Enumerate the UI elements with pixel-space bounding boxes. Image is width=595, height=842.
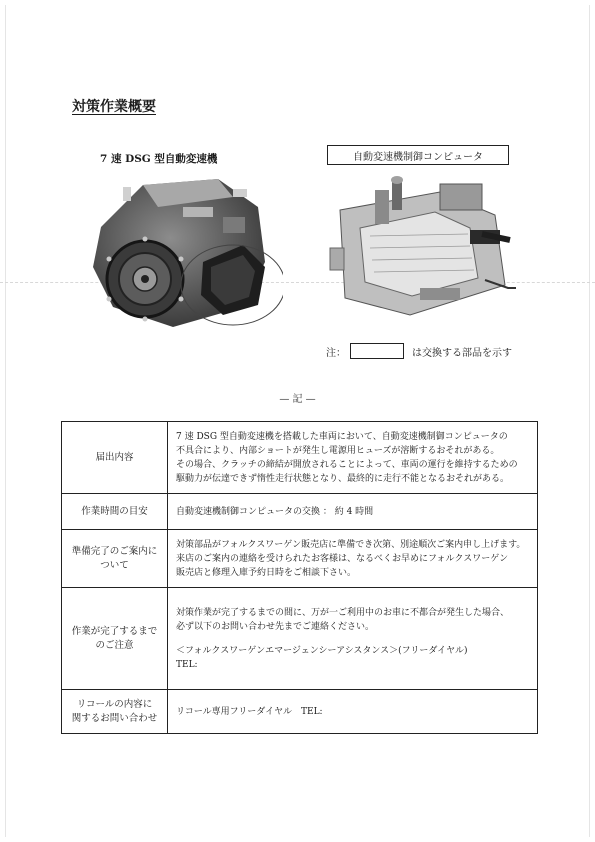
table-row [62,690,538,734]
section-mark: — 記 — [279,394,316,405]
row-header: リコールの内容に 関するお問い合わせ [62,690,168,734]
row-header: 届出内容 [62,422,168,494]
row-header: 作業時間の目安 [62,494,168,530]
legend-note [326,343,512,359]
row-body: 自動変速機制御コンピュータの交換 ： 約 4 時間 [168,494,538,530]
page-title: 対策作業概要 [72,99,156,115]
legend-note-prefix: 注： [326,347,346,359]
recall-info-table [61,421,538,734]
transmission-caption: 7 速 DSG 型自動変速機 [100,153,218,165]
row-body: リコール専用フリーダイヤル TEL: [168,690,538,734]
table-row [62,530,538,588]
row-header: 準備完了のご案内に ついて [62,530,168,588]
row-body: 7 速 DSG 型自動変速機を搭載した車両において、自動変速機制御コンピュータの 不具合により、内部ショートが発生し電源用ヒューズが溶断するおそれがある。 その場合、クラッチの締結が開放されることによって、車両の運行を維持するための 駆動力が伝達できず惰性走行状態となり、最終的に走行不能となるおそれがある。 [168,422,538,494]
ecu-photo [320,170,520,332]
ecu-caption: 自動変速機制御コンピュータ [327,145,509,165]
spacer [176,634,529,644]
row-body: 対策部品がフォルクスワーゲン販売店に準備でき次第、別途順次ご案内申し上げます。 来店のご案内の連絡を受けられたお客様は、なるべくお早めにフォルクスワーゲン 販売店と修理入庫予約日時をご相談下さい。 [168,530,538,588]
table-row [62,588,538,690]
table-row [62,422,538,494]
transmission-photo [83,167,283,342]
legend-note-suffix: は交換する部品を示す [412,347,512,359]
legend-box [350,343,404,359]
row-header: 作業が完了するまで のご注意 [62,588,168,690]
row-body: 対策作業が完了するまでの間に、万が一ご利用中のお車に不都合が発生した場合、 必ず以下のお問い合わせ先までご連絡ください。 ＜フォルクスワーゲンエマージェンシーアシスタンス＞(フリーダイヤル) TEL: [168,588,538,690]
table-row [62,494,538,530]
